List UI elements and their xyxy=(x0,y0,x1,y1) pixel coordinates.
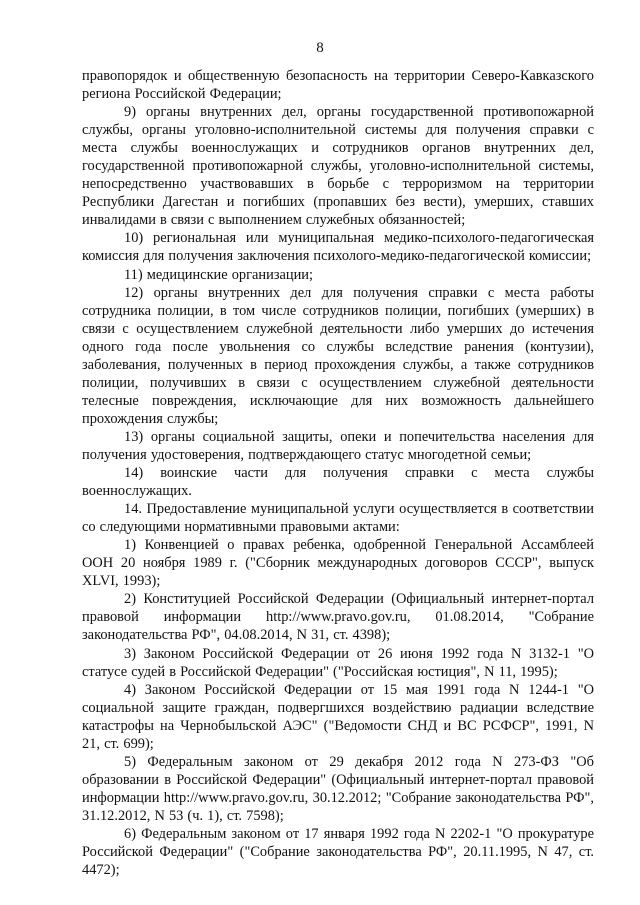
legal-act-2: 2) Конституцией Российской Федерации (Официальный интернет-портал правовой информации http://www.pravo.gov.ru, 01.08.2014, "Собрание законодательства РФ", 04.08.2014, N 31, ст. 4398); xyxy=(82,591,594,644)
list-item-14: 14) воинские части для получения справки с места службы военнослужащих. xyxy=(82,465,594,500)
paragraph-continuation: правопорядок и общественную безопасность на территории Северо-Кавказского региона Российской Федерации; xyxy=(82,68,594,103)
list-item-13: 13) органы социальной защиты, опеки и попечительства населения для получения удостоверения, подтверждающего статус многодетной семьи; xyxy=(82,428,594,463)
legal-act-1: 1) Конвенцией о правах ребенка, одобренной Генеральной Ассамблеей ООН 20 ноября 1989 г. ("Сборник международных договоров СССР", выпуск XLVI, 1993); xyxy=(82,537,594,590)
section-14-heading: 14. Предоставление муниципальной услуги осуществляется в соответствии со следующими нормативными правовыми актами: xyxy=(82,501,594,536)
list-item-10: 10) региональная или муниципальная медико-психолого-педагогическая комиссия для получения заключения психолого-медико-педагогической комиссии; xyxy=(82,230,594,265)
page-number: 8 xyxy=(316,40,324,56)
list-item-11: 11) медицинские организации; xyxy=(124,266,313,283)
legal-act-4: 4) Законом Российской Федерации от 15 мая 1991 года N 1244-1 "О социальной защите граждан, подвергшихся воздействию радиации вследствие катастрофы на Чернобыльской АЭС" ("Ведомости СНД и ВС РСФСР", 1991, N 21, ст. 699); xyxy=(82,681,594,752)
list-item-12: 12) органы внутренних дел для получения справки с места работы сотрудника полиции, в том числе сотрудников полиции, погибших (умерших) в связи с осуществлением служебной деятельности либо умерших до истечения одного года после увольнения со службы вследствие ранения (контузии), заболевания, полученных в период прохождения службы, а также сотрудников полиции, получивших в связи с осуществлением служебной деятельности телесные повреждения, исключающие для них возможность дальнейшего прохождения службы; xyxy=(82,284,594,427)
legal-act-5: 5) Федеральным законом от 29 декабря 2012 года N 273-ФЗ "Об образовании в Российской Федерации" (Официальный интернет-портал правовой информации http://www.pravo.gov.ru, 30.12.2012; "Собрание законодательства РФ", 31.12.2012, N 53 (ч. 1), ст. 7598); xyxy=(82,753,594,824)
legal-act-3: 3) Законом Российской Федерации от 26 июня 1992 года N 3132-1 "О статусе судей в Российской Федерации" ("Российская юстиция", N 11, 1995); xyxy=(82,645,594,680)
document-body xyxy=(82,67,594,879)
legal-act-6: 6) Федеральным законом от 17 января 1992 года N 2202-1 "О прокуратуре Российской Федерации" ("Собрание законодательства РФ", 20.11.1995, N 47, ст. 4472); xyxy=(82,825,594,879)
list-item-9: 9) органы внутренних дел, органы государственной противопожарной службы, органы уголовно-исполнительной системы для получения справки с места службы военнослужащих и сотрудников органов внутренних дел, государственной противопожарной службы, уголовно-исполнительной системы, непосредственно участвовавших в борьбе с терроризмом на территории Республики Дагестан и погибших (пропавших без вести), умерших, ставших инвалидами в связи с выполнением служебных обязанностей; xyxy=(82,104,594,229)
